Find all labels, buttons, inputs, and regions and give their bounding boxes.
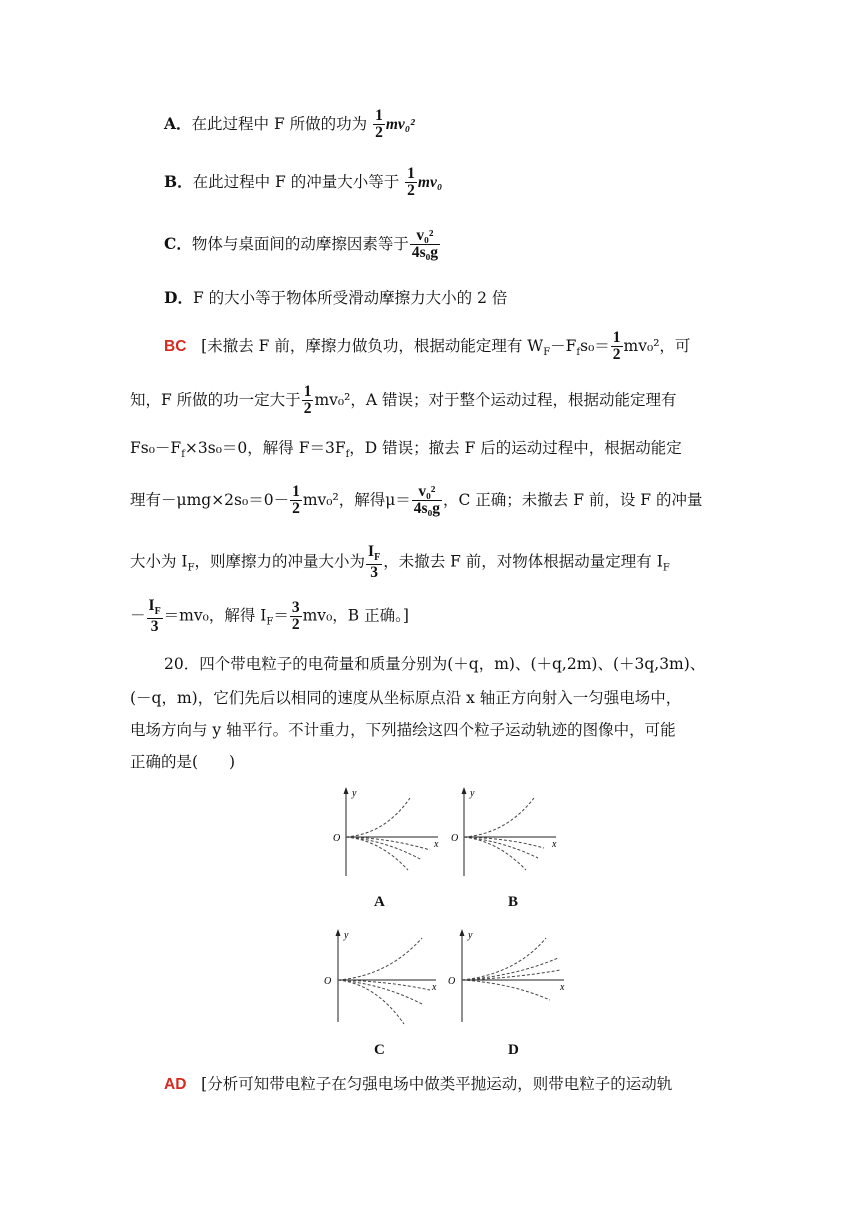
- graph-d-origin: O: [448, 976, 456, 987]
- option-a-text: 在此过程中 F 所做的功为: [191, 114, 373, 133]
- answer1-l3c: ，D 错误；撤去 F 后的运动过程中，根据动能定: [349, 439, 682, 457]
- graph-a: [330, 784, 445, 884]
- answer2-text: [分析可知带电粒子在匀强电场中做类平抛运动，则带电粒子的运动轨: [201, 1075, 673, 1093]
- graph-d: [446, 926, 571, 1030]
- frac-den: 2: [303, 400, 312, 418]
- frac-den: 2: [291, 615, 300, 633]
- option-c-text: 物体与桌面间的动摩擦因素等于: [191, 234, 409, 253]
- frac-den: 4s₀g: [413, 500, 440, 518]
- graph-d-curve-2: [462, 958, 558, 980]
- graph-b-y-label: y: [470, 788, 475, 799]
- graph-c-label: C: [374, 1042, 385, 1058]
- graph-c-curve-1: [338, 938, 422, 980]
- sub-f1: F: [543, 346, 551, 358]
- frac-den: 3: [150, 617, 159, 635]
- option-b-frac-den: 2: [407, 182, 415, 200]
- graph-a-origin: O: [333, 833, 341, 844]
- question20-line1: 20．四个带电粒子的电荷量和质量分别为(＋q，m)、(＋q,2m)、(＋3q,3m)、: [164, 655, 706, 673]
- frac-num: 1: [292, 483, 300, 500]
- graph-b-origin: O: [451, 833, 459, 844]
- answer1-l4b: mv₀²，解得μ＝: [302, 490, 411, 509]
- answer1-line3: [130, 436, 682, 460]
- answer1-if3-1: [366, 544, 382, 581]
- option-b-text: 在此过程中 F 的冲量大小等于: [192, 172, 405, 191]
- graph-d-y-label: y: [468, 930, 473, 941]
- graph-b-curve-1: [464, 798, 534, 837]
- answer1-l6b: ＝mv₀，解得 I: [163, 606, 267, 625]
- answer1-line2: [130, 384, 676, 418]
- frac-num: v₀²: [412, 484, 442, 501]
- option-a: [164, 108, 415, 142]
- answer1-l1a: [未撤去 F 前，摩擦力做负功，根据动能定理有 W: [201, 336, 544, 355]
- answer1-l5a: 大小为 I: [130, 552, 188, 571]
- graph-b-x-label: x: [552, 839, 557, 850]
- option-b-expr: mv₀: [417, 173, 443, 191]
- answer1-l2b: mv₀²，A 错误；对于整个运动过程，根据动能定理有: [314, 390, 677, 409]
- question20-line4: 正确的是( ): [130, 753, 236, 771]
- answer1-if3-2: [147, 598, 163, 635]
- graph-c-curve-3: [338, 980, 422, 1004]
- frac-den: 3: [370, 563, 378, 581]
- graph-c-y-label: y: [344, 930, 349, 941]
- frac-num-i: I: [148, 597, 155, 614]
- question20-line2: (－q，m)，它们先后以相同的速度从坐标原点沿 x 轴正方向射入一匀强电场中，: [130, 689, 682, 707]
- sub-f5: F: [187, 562, 195, 574]
- answer1-l4c: ，C 正确；未撤去 F 前，设 F 的冲量: [442, 490, 703, 509]
- graph-a-label: A: [374, 894, 385, 910]
- answer1-line4: [130, 484, 703, 518]
- graph-c: [318, 926, 443, 1030]
- answer1-three-half: [290, 600, 302, 634]
- question20-line3: 电场方向与 y 轴平行。不计重力，下列描绘这四个粒子运动轨迹的图像中，可能: [130, 721, 676, 739]
- option-c-letter: C．: [164, 233, 192, 253]
- answer1-half-1: [611, 330, 623, 364]
- answer1-line5: [130, 544, 670, 581]
- answer1-half-2: [302, 384, 314, 418]
- answer1-l5c: ，未撤去 F 前，对物体根据动量定理有 I: [383, 552, 663, 571]
- option-c: [164, 228, 441, 262]
- answer1-l6c: ＝: [273, 606, 289, 625]
- graph-d-x-label: x: [560, 982, 565, 993]
- answer1-half-3: [290, 484, 302, 518]
- answer1-l2a: 知，F 所做的功一定大于: [130, 390, 301, 409]
- answer1-line1: [164, 330, 690, 364]
- answer1-l3b: ×3s₀＝0，解得 F＝3F: [184, 439, 346, 457]
- option-a-expr: mv₀²: [385, 115, 415, 133]
- graph-c-x-label: x: [432, 982, 437, 993]
- frac-num: 1: [303, 383, 312, 400]
- option-d-text: F 的大小等于物体所受滑动摩擦力大小的 2 倍: [192, 289, 508, 307]
- frac-num-sub: F: [154, 606, 161, 618]
- option-a-frac-num: 1: [375, 107, 383, 124]
- option-c-frac-den: 4s₀g: [411, 244, 439, 262]
- frac-num: 1: [612, 329, 621, 346]
- sub-f7: F: [266, 616, 274, 628]
- answer1-l6a: －: [130, 606, 146, 625]
- answer1-tag: BC: [164, 337, 187, 355]
- graph-d-curve-4: [462, 980, 550, 1000]
- graph-d-curve-3: [462, 970, 560, 980]
- frac-den: 2: [292, 500, 300, 518]
- graph-b-label: B: [508, 894, 519, 910]
- answer1-line6: [130, 598, 409, 635]
- answer1-l1d: mv₀²，可: [623, 336, 691, 355]
- option-a-fraction: [373, 108, 385, 142]
- graph-a-curve-1: [346, 798, 410, 837]
- frac-num-sub: F: [374, 552, 381, 564]
- answer1-l4a: 理有－μmg×2s₀＝0－: [130, 490, 290, 509]
- answer1-mu-fraction: [412, 484, 442, 518]
- option-c-fraction: [410, 228, 440, 262]
- option-b: [164, 166, 442, 200]
- frac-den: 2: [612, 346, 621, 364]
- answer1-l1b: －F: [550, 336, 577, 355]
- sub-f3: f: [181, 449, 185, 461]
- answer2-tag: AD: [164, 1076, 187, 1093]
- answer2-line: [164, 1072, 672, 1094]
- frac-num: 3: [291, 598, 300, 616]
- graph-a-curve-3: [346, 837, 422, 860]
- option-a-letter: A．: [164, 113, 192, 133]
- graph-d-label: D: [508, 1042, 519, 1058]
- answer1-l6d: mv₀，B 正确。]: [302, 606, 409, 625]
- frac-num: [147, 598, 163, 619]
- option-a-frac-den: 2: [375, 124, 383, 142]
- frac-num: [366, 544, 382, 565]
- option-d-letter: D．: [164, 288, 193, 307]
- option-b-fraction: [405, 166, 417, 200]
- option-b-frac-num: 1: [407, 165, 415, 182]
- graph-c-curve-4: [338, 980, 404, 1024]
- answer1-l5b: ，则摩擦力的冲量大小为: [194, 552, 366, 571]
- sub-f4: f: [345, 449, 350, 461]
- frac-num-i: I: [368, 543, 375, 560]
- option-b-letter: B．: [164, 171, 193, 191]
- option-d: [164, 286, 507, 308]
- graph-b-curve-3: [464, 837, 538, 858]
- graph-c-origin: O: [324, 976, 332, 987]
- sub-f6: F: [662, 562, 670, 574]
- graph-a-y-label: y: [352, 788, 357, 799]
- sub-f2: f: [576, 346, 581, 358]
- graph-b: [448, 784, 563, 884]
- graph-a-x-label: x: [434, 839, 439, 850]
- answer1-l3: Fs₀－F: [130, 439, 182, 457]
- option-c-frac-num: v₀²: [410, 228, 440, 245]
- answer1-l1c: s₀＝: [580, 336, 610, 355]
